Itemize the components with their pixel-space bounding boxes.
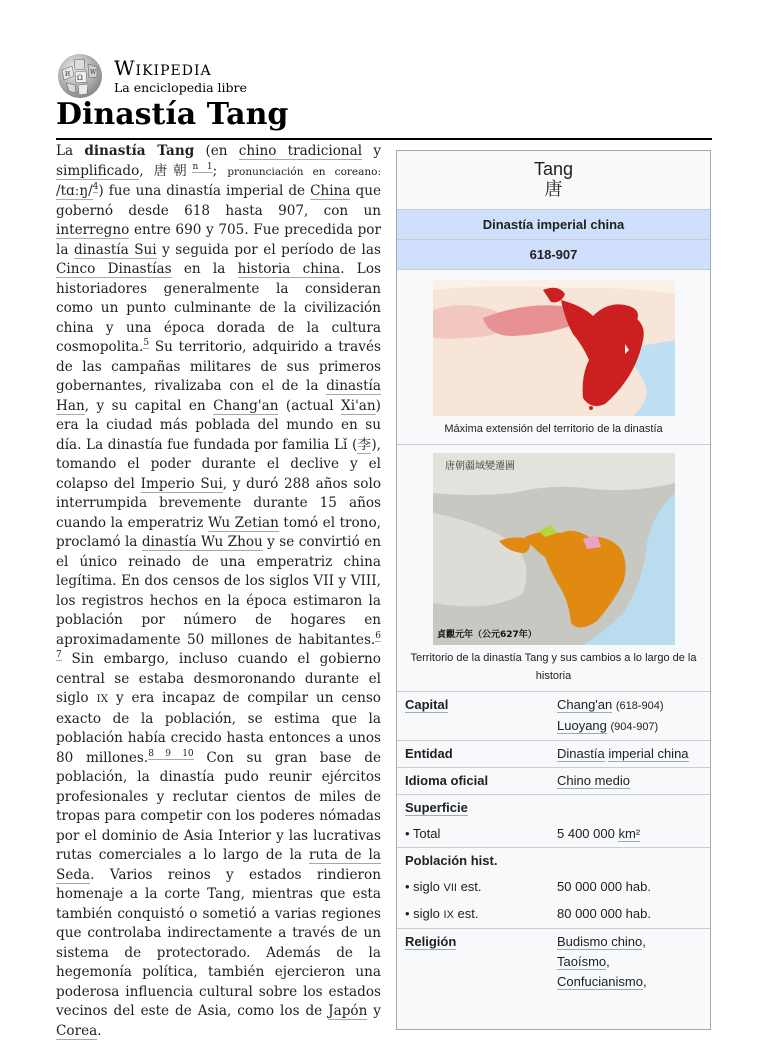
link-km2[interactable]: km² (618, 826, 641, 841)
text: est. (456, 879, 482, 894)
infobox-type-band (397, 209, 710, 239)
link-wu-zetian[interactable]: Wu Zetian (207, 514, 279, 531)
link-dinastia-wu-zhou[interactable]: dinastía Wu Zhou (141, 534, 263, 550)
link-interregno[interactable]: interregno (56, 222, 130, 238)
area-label-link[interactable]: Superficie (405, 800, 468, 815)
infobox-title (397, 151, 710, 209)
religion-label (405, 932, 557, 992)
text: • siglo (405, 906, 444, 921)
text: y (367, 1003, 381, 1019)
infobox-period-band (397, 239, 710, 269)
capital-1-dates: (618-904) (615, 700, 664, 712)
row-religion (397, 928, 710, 995)
row-language (397, 767, 710, 794)
row-area-total (397, 821, 710, 847)
link-li-character[interactable]: 李 (357, 436, 372, 453)
link-chino-medio[interactable]: Chino medio (557, 773, 630, 788)
text: ), tomando el poder durante el declive y el colapso del (56, 436, 381, 492)
text: ; (212, 162, 228, 179)
row-population-ix (397, 901, 710, 928)
map2-cell (397, 444, 710, 691)
text: ) era la ciudad más poblada del mundo en su día. La dinastía fue fundada por familia Lǐ ( (56, 397, 381, 453)
link-dinastia[interactable]: Dinastía (557, 746, 605, 761)
capital-label-link[interactable]: Capital (405, 697, 449, 712)
link-changan-infobox[interactable]: Chang'an (557, 697, 613, 712)
infobox-type: Dinastía imperial china (482, 217, 625, 232)
page-title: Dinastía Tang (56, 96, 712, 140)
text: y era incapaz de compilar un censo exacto de la población, se estima que la población había crecido hasta entonces a unos 80 millones. (56, 690, 381, 766)
link-budismo-chino[interactable]: Budismo chino (557, 934, 643, 949)
century-smallcaps: VII (443, 882, 457, 894)
map2-caption: Territorio de la dinastía Tang y sus cambios a lo largo de la historia (410, 652, 697, 682)
link-cinco-dinastias[interactable]: Cinco Dinastías (56, 261, 172, 277)
citation-ref[interactable]: 6 7 (56, 630, 381, 661)
citation-ref[interactable]: 5 (143, 338, 150, 349)
link-taoismo[interactable]: Taoísmo (557, 954, 607, 969)
area-number: 5 400 000 (557, 826, 615, 841)
text: . Los historiadores generalmente la consideran como un punto culminante de la civilización china y una época dorada de la cultura cosmopolita. (56, 261, 381, 355)
link-dinastia-sui[interactable]: dinastía Sui (73, 241, 157, 258)
map2-title: 唐朝疆域變遷圖 (444, 461, 515, 472)
territory-changes-map-graphic (433, 453, 675, 645)
max-extent-map-graphic (433, 280, 675, 416)
row-population-vii (397, 874, 710, 901)
population-ix-value: 80 000 000 hab. (557, 906, 651, 921)
century-smallcaps: IX (96, 693, 109, 705)
population-ix-label (405, 904, 557, 925)
century-smallcaps: IX (443, 909, 454, 921)
language-value (557, 771, 702, 791)
text: La (56, 143, 85, 159)
text: ) fue una dinastía imperial de (98, 183, 311, 199)
infobox-name: Tang (533, 159, 574, 179)
map1-caption: Máxima extensión del territorio de la dinastía (444, 423, 663, 435)
link-confucianismo[interactable]: Confucianismo (557, 974, 643, 989)
row-population-header (397, 847, 710, 874)
wikipedia-wordmark[interactable] (114, 56, 212, 80)
link-china[interactable]: China (310, 183, 351, 199)
text: en la (171, 261, 238, 277)
text: . Varios reinos y estados rindieron homenaje a la corte Tang, mientras que esta también conquistó o sometió a varias regiones que controlaba indirectamente a través de un sistema de protectorado. Además de la hegemonía política, también ejercieron una poderosa influencia cultural sobre los estados vecinos del este de Asia, como los de (56, 866, 381, 1019)
map2-label: 貞觀元年（公元627年） (436, 630, 537, 640)
site-header (56, 52, 456, 96)
language-label: Idioma oficial (405, 773, 489, 788)
wikipedia-globe-icon[interactable] (56, 52, 104, 100)
link-dinastia-han[interactable]: dinastía Han (56, 378, 381, 414)
svg-text:Ω: Ω (77, 74, 83, 82)
svg-text:И: И (65, 71, 71, 78)
text: , y su capital en (84, 397, 214, 414)
text: tomó el trono, proclamó la (56, 514, 381, 550)
link-luoyang[interactable]: Luoyang (557, 718, 607, 733)
comma: , (642, 934, 646, 949)
text: . (97, 1022, 102, 1039)
link-simplificado[interactable]: simplificado (56, 162, 140, 179)
capital-label (405, 695, 557, 737)
link-changan[interactable]: Chang'an (213, 397, 279, 414)
citation-ref[interactable]: 8 9 10 (148, 748, 194, 759)
comma: , (606, 954, 610, 969)
row-capital (397, 691, 710, 740)
capital-value (557, 695, 702, 737)
infobox (396, 150, 711, 1030)
tagline: La enciclopedia libre (114, 80, 247, 95)
entity-value (557, 744, 702, 764)
link-ruta-de-la-seda[interactable]: ruta de la Seda (56, 847, 381, 883)
text: que gobernó desde 618 hasta 907, con un (56, 183, 381, 219)
text: , 唐朝 (139, 162, 193, 179)
link-japon[interactable]: Japón (328, 1003, 368, 1019)
wordmark-text: Wikipedia (114, 56, 212, 80)
religion-value (557, 932, 702, 992)
entity-label: Entidad (405, 746, 453, 761)
text: entre 690 y 705. Fue precedida por la (56, 222, 381, 258)
religion-label-link[interactable]: Religión (405, 934, 457, 949)
text: (actual (278, 397, 342, 414)
text: (en (194, 143, 239, 159)
text: • siglo (405, 879, 444, 894)
population-vii-label (405, 877, 557, 898)
map1-cell (397, 269, 710, 444)
link-xian[interactable]: Xi'an (341, 397, 376, 414)
text: Con su gran base de población, la dinastía pudo reunir ejércitos profesionales y reclutar cientos de miles de tropas para competir con los poderes nómadas por el dominio de Asia Interior y las lucrativas rutas comerciales a lo largo de la (56, 749, 381, 863)
area-total-value (557, 824, 702, 844)
link-imperial-china[interactable]: imperial china (608, 746, 689, 761)
link-imperio-sui[interactable]: Imperio Sui (140, 475, 223, 492)
comma: , (643, 974, 647, 989)
text: y seguida por el período de las (156, 241, 381, 258)
link-historia-china[interactable]: historia china (237, 261, 341, 277)
text: Su territorio, adquirido a través de las campañas militares de sus primeros gobernantes, rivalizaba con el de la (56, 339, 381, 394)
svg-text:W: W (90, 69, 97, 76)
note-ref[interactable]: n 1 (192, 161, 213, 172)
infobox-period: 618-907 (529, 247, 578, 262)
text: y (362, 143, 382, 159)
text: , y duró 288 años solo interrumpida brevemente durante 15 años cuando la emperatriz (56, 475, 381, 531)
text: Sin embargo, incluso cuando el gobierno central se estaba desmoronando durante el siglo (56, 651, 381, 706)
capital-2-dates: (904-907) (610, 721, 659, 733)
pronunciation-label: pronunciación en coreano: (227, 165, 382, 178)
link-corea[interactable]: Corea (56, 1022, 98, 1039)
area-label (405, 798, 557, 818)
article-subject-bold: dinastía Tang (84, 143, 195, 159)
population-vii-value: 50 000 000 hab. (557, 879, 651, 894)
max-extent-map[interactable] (433, 280, 675, 416)
link-chino-tradicional[interactable]: chino tradicional (238, 143, 363, 159)
text: est. (453, 906, 479, 921)
area-total-label: • Total (405, 826, 441, 841)
citation-ref[interactable]: 4 (92, 182, 99, 193)
article-body (56, 142, 381, 1041)
infobox-name-chinese: 唐 (544, 179, 563, 199)
text: y se convirtió en el único reinado de una emperatriz china legítima. En dos censos de los siglos VII y VIII, los registros hechos en la época estimaron la población por número de hogares en aproximadamente 50 millones de habitantes. (56, 534, 381, 648)
territory-changes-map[interactable] (433, 453, 675, 645)
population-label: Población hist. (405, 853, 498, 868)
link-ipa[interactable]: /tɑːŋ/ (56, 183, 93, 199)
row-area-header (397, 794, 710, 821)
row-entity (397, 740, 710, 767)
